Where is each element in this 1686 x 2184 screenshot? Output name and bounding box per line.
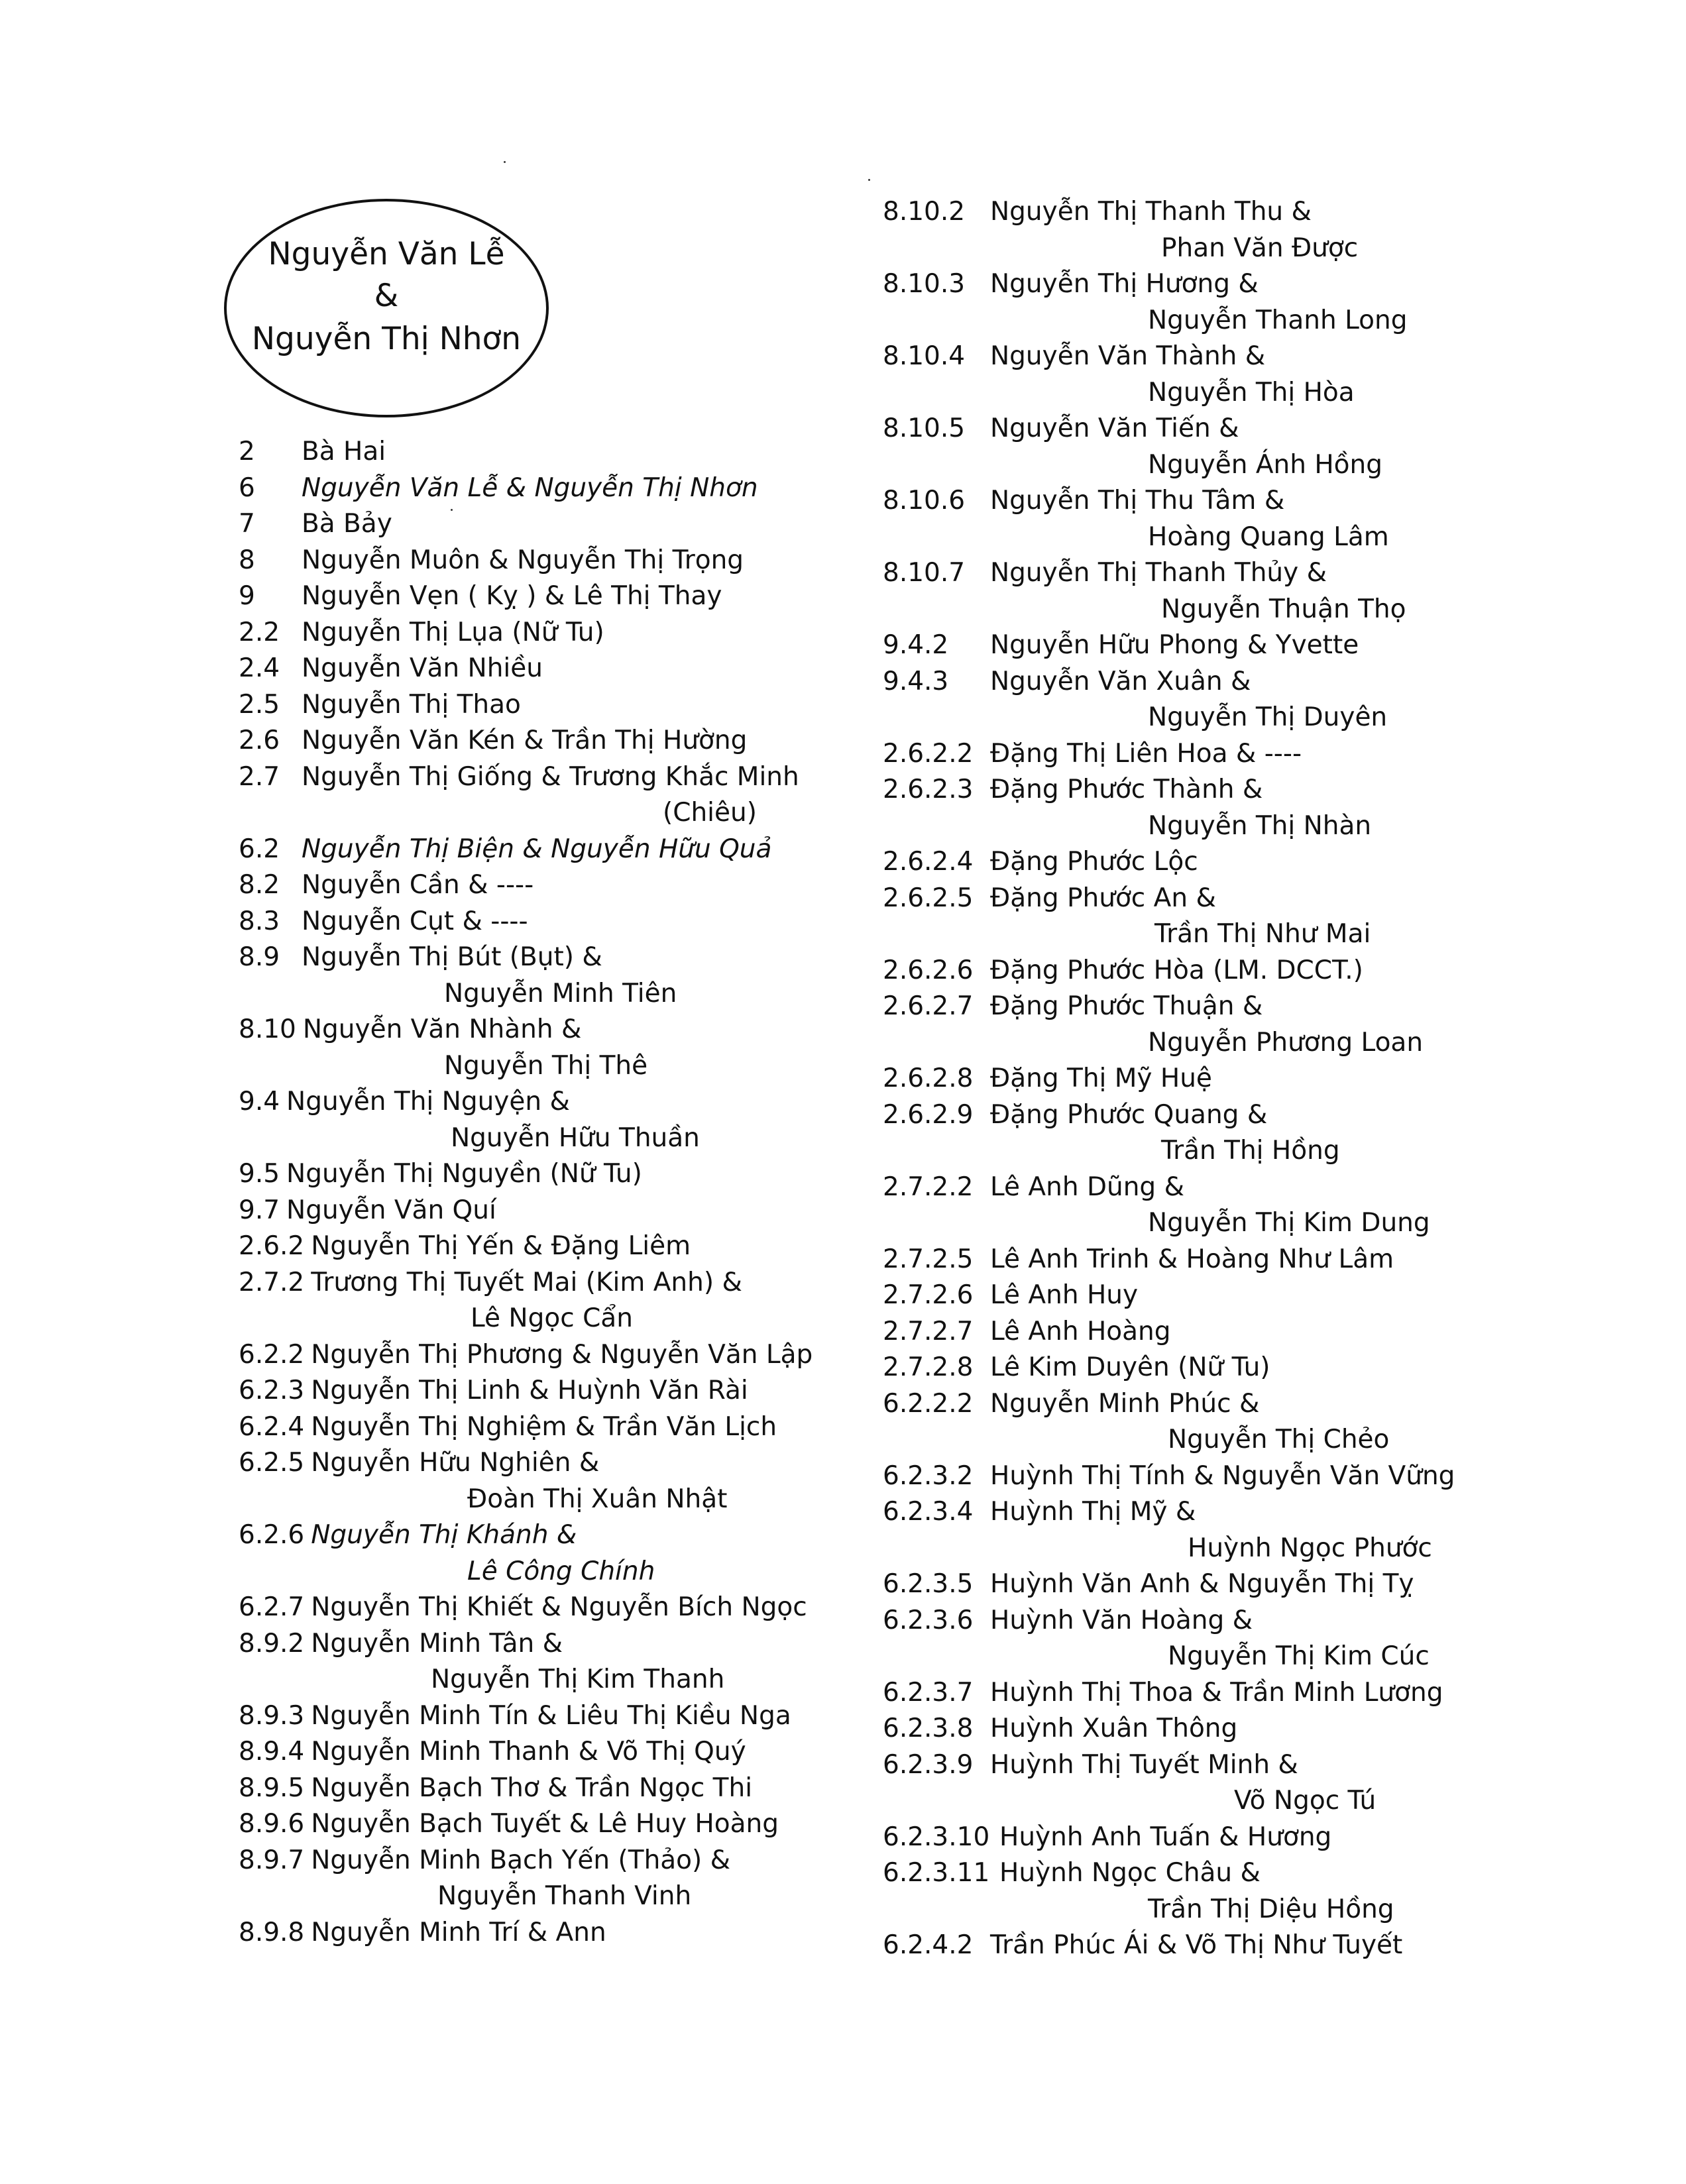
entry-names: Nguyễn Văn Nhành &	[302, 1014, 582, 1044]
entry-names: Nguyễn Văn Xuân &	[990, 666, 1251, 696]
genealogy-entry	[239, 543, 835, 579]
entry-number: 8.10.5	[883, 413, 966, 443]
entry-names: Nguyễn Văn Lễ & Nguyễn Thị Nhơn	[302, 472, 758, 503]
genealogy-entry	[239, 1626, 835, 1698]
entry-names: Đặng Thị Liên Hoa & ----	[990, 738, 1302, 769]
entry-spouse-continuation: Lê Ngọc Cẩn	[471, 1303, 633, 1333]
entry-spouse-continuation: Nguyễn Thị Kim Dung	[1148, 1208, 1430, 1238]
entry-names: Nguyễn Thị Phương & Nguyễn Văn Lập	[311, 1339, 813, 1370]
entry-number: 6.2.3	[239, 1376, 305, 1405]
entry-number: 9.7	[239, 1195, 280, 1225]
genealogy-entry	[239, 1590, 835, 1626]
entry-number: 6.2.5	[239, 1448, 305, 1478]
entry-number: 6.2.2	[239, 1339, 305, 1370]
genealogy-entry	[239, 1228, 835, 1265]
entry-names: Nguyễn Thị Khiết & Nguyễn Bích Ngọc	[311, 1592, 807, 1622]
entry-number: 6.2.4	[239, 1411, 305, 1442]
genealogy-entry	[239, 1265, 835, 1337]
entry-names: Lê Anh Huy	[990, 1280, 1139, 1310]
entry-names: Nguyễn Thị Nguyện &	[286, 1087, 570, 1117]
entry-number: 6.2.3.6	[883, 1605, 974, 1635]
genealogy-entry	[239, 1193, 835, 1229]
genealogy-entry	[239, 1409, 835, 1446]
entry-number: 8.10.7	[883, 558, 966, 588]
genealogy-entry	[883, 1675, 1479, 1712]
genealogy-entry	[883, 881, 1479, 953]
genealogy-entry	[883, 1386, 1479, 1458]
entry-names: Huỳnh Ngọc Châu &	[999, 1858, 1261, 1888]
entry-number: 6.2.3.4	[883, 1497, 974, 1527]
entry-number: 9.4.3	[883, 666, 949, 696]
entry-names: Nguyễn Bạch Thơ & Trần Ngọc Thi	[311, 1773, 753, 1803]
entry-names: Nguyễn Minh Trí & Ann	[311, 1917, 606, 1947]
entry-spouse-continuation: Nguyễn Thuận Thọ	[1161, 594, 1406, 624]
title-wife: Nguyễn Thị Nhơn	[251, 321, 522, 357]
entry-number: 8.10.4	[883, 341, 966, 371]
entry-number: 2.7.2.5	[883, 1244, 974, 1274]
entry-number: 8.9.8	[239, 1917, 305, 1947]
entry-number: 2.7.2	[239, 1267, 305, 1297]
entry-number: 6.2.3.7	[883, 1677, 974, 1708]
entry-names: Huỳnh Xuân Thông	[990, 1714, 1238, 1743]
entry-number: 2	[239, 437, 255, 466]
genealogy-entry	[239, 1915, 835, 1951]
entry-names: Đặng Phước Hòa (LM. DCCT.)	[990, 955, 1363, 985]
entry-number: 6	[239, 472, 255, 503]
entry-number: 2.6.2.4	[883, 847, 974, 877]
entry-names: Lê Kim Duyên (Nữ Tu)	[990, 1352, 1270, 1382]
entry-number: 2.4	[239, 653, 280, 683]
entry-names: Nguyễn Thị Bút (Bụt) &	[302, 942, 602, 972]
entry-names: Đặng Phước Quang &	[990, 1099, 1268, 1130]
entry-number: 2.7.2.6	[883, 1280, 974, 1310]
entry-number: 2.6.2.5	[883, 883, 974, 913]
entry-number: 6.2.3.10	[883, 1822, 990, 1852]
entry-names: Bà Bảy	[302, 509, 392, 539]
genealogy-entry	[239, 723, 835, 759]
entry-number: 8.9.4	[239, 1737, 305, 1767]
entry-names: Nguyễn Thị Hương &	[990, 269, 1259, 299]
entry-spouse-continuation: Nguyễn Thị Nhàn	[1148, 810, 1372, 841]
entry-names: Nguyễn Minh Bạch Yến (Thảo) &	[311, 1845, 731, 1875]
genealogy-entry	[883, 1603, 1479, 1675]
genealogy-entry	[883, 1314, 1479, 1350]
entry-names: Lê Anh Dũng &	[990, 1172, 1184, 1202]
genealogy-entry	[239, 1084, 835, 1156]
genealogy-entry	[239, 615, 835, 651]
entry-names: Huỳnh Thị Mỹ &	[990, 1497, 1196, 1527]
entry-spouse-continuation: Phan Văn Được	[1161, 233, 1359, 263]
entry-number: 2.5	[239, 689, 280, 720]
genealogy-entry	[239, 1337, 835, 1374]
entry-number: 2.2	[239, 617, 280, 647]
genealogy-entry	[239, 1843, 835, 1915]
genealogy-entry	[883, 194, 1479, 266]
entry-number: 2.7.2.7	[883, 1316, 974, 1346]
entry-names: Nguyễn Thị Nguyền (Nữ Tu)	[286, 1159, 642, 1189]
entry-names: Nguyễn Văn Kén & Trần Thị Hường	[302, 726, 748, 755]
title-ampersand: &	[374, 278, 399, 314]
entry-number: 8.9	[239, 942, 280, 972]
genealogy-entry	[239, 470, 835, 507]
entry-number: 8	[239, 545, 255, 575]
entry-names: Nguyễn Thị Nghiệm & Trần Văn Lịch	[311, 1411, 777, 1442]
entry-names: Bà Hai	[302, 437, 386, 466]
entry-number: 2.6.2.8	[883, 1064, 974, 1093]
genealogy-entry	[883, 483, 1479, 555]
left-column	[239, 434, 835, 1951]
entry-number: 8.9.6	[239, 1809, 305, 1839]
entry-number: 8.10.3	[883, 269, 966, 299]
entry-names: Nguyễn Minh Tân &	[311, 1628, 563, 1659]
title-husband: Nguyễn Văn Lễ	[268, 236, 505, 272]
couple-title-oval	[224, 199, 549, 417]
entry-number: 2.6.2.2	[883, 738, 974, 769]
genealogy-entry	[883, 1747, 1479, 1820]
entry-number: 6.2.2.2	[883, 1388, 974, 1419]
entry-names: Nguyễn Hữu Nghiên &	[311, 1448, 600, 1478]
entry-names: Trương Thị Tuyết Mai (Kim Anh) &	[311, 1267, 742, 1297]
entry-names: Nguyễn Văn Tiến &	[990, 413, 1239, 443]
genealogy-entry	[883, 1458, 1479, 1495]
entry-names: Nguyễn Muôn & Nguyễn Thị Trọng	[302, 545, 744, 575]
entry-spouse-continuation: Nguyễn Ánh Hồng	[1148, 449, 1383, 480]
entry-number: 6.2.6	[239, 1520, 305, 1550]
entry-names: Đặng Phước Thành &	[990, 775, 1263, 804]
entry-names: Nguyễn Văn Thành &	[990, 341, 1266, 371]
entry-names: Lê Anh Hoàng	[990, 1316, 1171, 1346]
entry-number: 2.7	[239, 761, 280, 792]
entry-number: 2.6.2.9	[883, 1099, 974, 1130]
genealogy-entry	[239, 434, 835, 470]
entry-number: 6.2	[239, 834, 280, 864]
entry-spouse-continuation: Nguyễn Thị Thê	[444, 1050, 648, 1081]
entry-names: Nguyễn Hữu Phong & Yvette	[990, 630, 1359, 660]
entry-names: Nguyễn Cần & ----	[302, 870, 534, 900]
entry-names: Nguyễn Văn Quí	[286, 1195, 496, 1225]
entry-names: Nguyễn Minh Tín & Liêu Thị Kiều Nga	[311, 1700, 791, 1731]
entry-spouse-continuation: Nguyễn Thị Chẻo	[1168, 1425, 1390, 1454]
genealogy-entry	[883, 1242, 1479, 1278]
entry-names: Nguyễn Thị Lụa (Nữ Tu)	[302, 617, 604, 647]
genealogy-entry	[239, 1012, 835, 1084]
genealogy-entry	[883, 1097, 1479, 1170]
entry-names: Nguyễn Vẹn ( Kỵ ) & Lê Thị Thay	[302, 581, 722, 611]
genealogy-entry	[239, 867, 835, 904]
entry-number: 6.2.3.5	[883, 1569, 974, 1599]
entry-spouse-continuation: Nguyễn Thị Kim Thanh	[431, 1665, 725, 1694]
entry-names: Đặng Phước Lộc	[990, 847, 1198, 877]
entry-names: Huỳnh Văn Anh & Nguyễn Thị Tỵ	[990, 1569, 1414, 1599]
entry-names: Nguyễn Thị Thanh Thủy &	[990, 558, 1327, 588]
entry-names: Huỳnh Anh Tuấn & Hương	[999, 1822, 1332, 1852]
genealogy-entry	[883, 1820, 1479, 1856]
entry-names: Nguyễn Thị Yến & Đặng Liêm	[311, 1231, 691, 1261]
entry-spouse-continuation: Hoàng Quang Lâm	[1148, 521, 1389, 552]
entry-number: 8.9.3	[239, 1700, 305, 1731]
entry-number: 8.10.2	[883, 197, 966, 227]
entry-names: Nguyễn Thị Giống & Trương Khắc Minh	[302, 761, 799, 792]
entry-number: 8.9.5	[239, 1773, 305, 1803]
genealogy-entry	[239, 759, 835, 832]
scan-speck	[451, 509, 453, 511]
genealogy-entry	[883, 1711, 1479, 1747]
entry-number: 6.2.7	[239, 1592, 305, 1622]
entry-spouse-continuation: Nguyễn Thanh Long	[1148, 305, 1408, 335]
genealogy-entry	[883, 555, 1479, 628]
genealogy-entry	[883, 628, 1479, 664]
entry-spouse-continuation: Nguyễn Thị Hòa	[1148, 377, 1355, 408]
entry-names: Đặng Thị Mỹ Huệ	[990, 1064, 1212, 1093]
entry-number: 8.9.2	[239, 1628, 305, 1659]
genealogy-entry	[239, 651, 835, 687]
entry-number: 8.3	[239, 906, 280, 936]
genealogy-entry	[883, 989, 1479, 1061]
entry-spouse-continuation: Huỳnh Ngọc Phước	[1188, 1533, 1432, 1563]
genealogy-entry	[883, 339, 1479, 411]
entry-number: 8.9.7	[239, 1845, 305, 1875]
entry-number: 6.2.3.11	[883, 1858, 990, 1888]
genealogy-entry	[883, 1566, 1479, 1603]
entry-number: 8.10	[239, 1014, 296, 1044]
entry-number: 2.6.2.3	[883, 775, 974, 804]
entry-names: Nguyễn Thị Linh & Huỳnh Văn Rài	[311, 1376, 748, 1405]
entry-spouse-continuation: Nguyễn Thị Duyên	[1148, 702, 1388, 732]
entry-names: Nguyễn Cụt & ----	[302, 906, 528, 936]
entry-number: 9.4	[239, 1087, 280, 1117]
genealogy-entry	[883, 953, 1479, 989]
entry-names: Trần Phúc Ái & Võ Thị Như Tuyết	[990, 1930, 1403, 1960]
right-column	[883, 194, 1479, 1964]
genealogy-entry	[883, 411, 1479, 483]
entry-number: 9.4.2	[883, 630, 949, 660]
entry-spouse-continuation: Đoàn Thị Xuân Nhật	[467, 1484, 728, 1514]
genealogy-entry	[883, 1170, 1479, 1242]
entry-names: Lê Anh Trinh & Hoàng Như Lâm	[990, 1244, 1394, 1274]
entry-number: 8.2	[239, 870, 280, 900]
entry-names: Nguyễn Thị Thao	[302, 689, 521, 720]
entry-names: Đặng Phước Thuận &	[990, 991, 1263, 1021]
entry-names: Nguyễn Văn Nhiều	[302, 653, 543, 683]
genealogy-entry	[239, 832, 835, 868]
genealogy-entry	[883, 266, 1479, 339]
entry-number: 9.5	[239, 1159, 280, 1189]
entry-names: Nguyễn Minh Thanh & Võ Thị Quý	[311, 1737, 746, 1767]
entry-names: Nguyễn Thị Thu Tâm &	[990, 486, 1285, 516]
entry-number: 2.6.2	[239, 1231, 305, 1261]
genealogy-entry	[239, 1156, 835, 1193]
genealogy-entry	[239, 1698, 835, 1735]
entry-spouse-continuation: Võ Ngọc Tú	[1234, 1786, 1377, 1816]
entry-names: Nguyễn Bạch Tuyết & Lê Huy Hoàng	[311, 1809, 779, 1839]
scan-speck	[504, 161, 506, 163]
entry-number: 9	[239, 581, 255, 611]
entry-number: 6.2.3.2	[883, 1460, 974, 1491]
entry-names: Nguyễn Thị Thanh Thu &	[990, 197, 1312, 227]
entry-spouse-continuation: Nguyễn Thanh Vinh	[437, 1881, 692, 1911]
entry-names: Nguyễn Thị Biện & Nguyễn Hữu Quả	[302, 834, 772, 864]
entry-number: 2.7.2.2	[883, 1172, 974, 1202]
entry-number: 6.2.3.8	[883, 1714, 974, 1743]
genealogy-entry	[883, 1855, 1479, 1928]
entry-spouse-continuation: Trần Thị Diệu Hồng	[1148, 1894, 1394, 1924]
entry-number: 7	[239, 509, 255, 539]
genealogy-entry	[883, 1061, 1479, 1097]
entry-names: Huỳnh Thị Tính & Nguyễn Văn Vững	[990, 1460, 1455, 1491]
entry-spouse-continuation: Trần Thị Như Mai	[1154, 919, 1371, 949]
genealogy-entry	[883, 1350, 1479, 1386]
scan-speck	[868, 179, 870, 181]
entry-spouse-continuation: Trần Thị Hồng	[1161, 1136, 1340, 1166]
entry-names: Huỳnh Thị Tuyết Minh &	[990, 1749, 1298, 1780]
entry-spouse-continuation: Lê Công Chính	[467, 1556, 655, 1586]
entry-number: 2.7.2.8	[883, 1352, 974, 1382]
entry-names: Nguyễn Thị Khánh &	[311, 1520, 577, 1550]
entry-names: Huỳnh Văn Hoàng &	[990, 1605, 1253, 1635]
entry-number: 2.6.2.6	[883, 955, 974, 985]
genealogy-entry	[239, 578, 835, 615]
entry-number: 6.2.3.9	[883, 1749, 974, 1780]
entry-spouse-continuation: Nguyễn Minh Tiên	[444, 978, 677, 1009]
entry-number: 2.6.2.7	[883, 991, 974, 1021]
genealogy-entry	[883, 844, 1479, 881]
entry-names: Huỳnh Thị Thoa & Trần Minh Lương	[990, 1677, 1443, 1708]
genealogy-entry	[239, 1373, 835, 1409]
entry-number: 8.10.6	[883, 486, 966, 516]
genealogy-entry	[883, 1928, 1479, 1964]
genealogy-entry	[239, 1771, 835, 1807]
genealogy-entry	[883, 1278, 1479, 1314]
entry-names: Nguyễn Minh Phúc &	[990, 1388, 1260, 1419]
genealogy-entry	[239, 1806, 835, 1843]
genealogy-entry	[883, 736, 1479, 773]
genealogy-entry	[239, 687, 835, 724]
entry-spouse-continuation: Nguyễn Thị Kim Cúc	[1168, 1641, 1430, 1671]
genealogy-entry	[239, 940, 835, 1012]
genealogy-entry	[239, 1445, 835, 1517]
genealogy-entry	[883, 664, 1479, 736]
genealogy-entry	[239, 1734, 835, 1771]
entry-spouse-continuation: (Chiêu)	[663, 798, 757, 828]
entry-number: 2.6	[239, 726, 280, 755]
genealogy-entry	[239, 506, 835, 543]
genealogy-entry	[239, 904, 835, 940]
entry-number: 6.2.4.2	[883, 1930, 974, 1960]
genealogy-entry	[883, 1494, 1479, 1566]
genealogy-entry	[883, 772, 1479, 844]
entry-spouse-continuation: Nguyễn Phương Loan	[1148, 1027, 1424, 1058]
entry-spouse-continuation: Nguyễn Hữu Thuần	[451, 1122, 700, 1153]
genealogy-entry	[239, 1517, 835, 1590]
entry-names: Đặng Phước An &	[990, 883, 1216, 913]
